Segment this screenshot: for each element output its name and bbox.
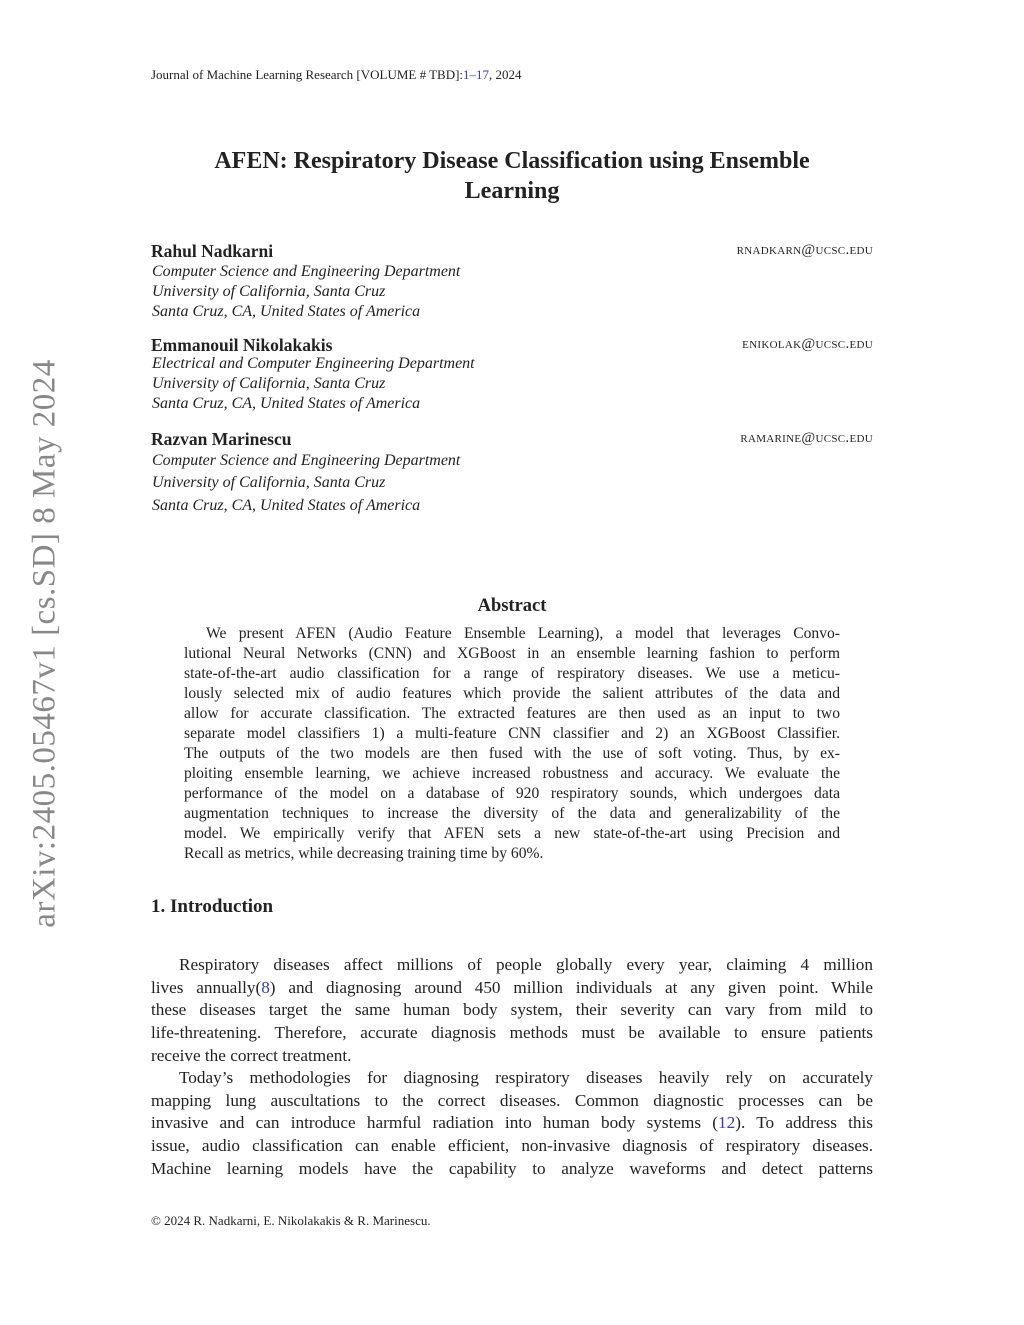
text-segment: lives annually(: [151, 977, 262, 997]
paragraph-line: [179, 955, 873, 975]
paragraph-line: [151, 1159, 873, 1179]
citation-link[interactable]: 8: [261, 977, 270, 997]
author-email[interactable]: rnadkarn@ucsc.edu: [736, 242, 873, 258]
paragraph-line: [151, 1000, 873, 1020]
abstract-line: lutional Neural Networks (CNN) and XGBoost in an ensemble learning fashion to perform: [184, 645, 840, 662]
text-segment: life-threatening. Therefore, accurate diagnosis methods must be available to ensure patients: [151, 1023, 873, 1043]
citation-link[interactable]: 12: [718, 1113, 736, 1133]
paragraph-line: [179, 1068, 873, 1088]
paragraph-line: [151, 1091, 873, 1111]
running-head-journal: Journal of Machine Learning Research [VOLUME # TBD]:: [151, 67, 464, 82]
author-name: Rahul Nadkarni: [151, 241, 274, 261]
text-segment: these diseases target the same human body system, their severity can vary from mild to: [151, 1000, 873, 1020]
paper-title-line-1: AFEN: Respiratory Disease Classification using Ensemble: [214, 148, 810, 174]
author-name: Razvan Marinescu: [151, 429, 292, 449]
paragraph-line: [151, 1046, 873, 1066]
abstract-line: augmentation techniques to increase the diversity of the data and generalizability of the: [184, 805, 840, 822]
paragraph-line: [151, 978, 873, 998]
abstract-line: state-of-the-art audio classification for a range of respiratory diseases. We use a meticu-: [184, 665, 840, 682]
abstract-line: allow for accurate classification. The extracted features are then used as an input to two: [184, 705, 840, 722]
abstract-line: ploiting ensemble learning, we achieve increased robustness and accuracy. We evaluate the: [184, 765, 840, 782]
text-segment: issue, audio classification can enable efficient, non-invasive diagnosis of respiratory diseases.: [151, 1136, 873, 1156]
author-email[interactable]: enikolak@ucsc.edu: [742, 336, 873, 352]
text-segment: Machine learning models have the capability to analyze waveforms and detect patterns: [151, 1158, 873, 1178]
page-range-link[interactable]: 1–17: [463, 67, 490, 82]
paragraph-line: [151, 1023, 873, 1043]
author-affiliation-line: Santa Cruz, CA, United States of America: [152, 497, 421, 514]
author-email[interactable]: ramarine@ucsc.edu: [740, 430, 873, 446]
text-segment: ). To address this: [735, 1113, 873, 1133]
author-name: Emmanouil Nikolakakis: [151, 335, 333, 355]
running-head: [151, 67, 522, 83]
abstract-line: performance of the model on a database of 920 respiratory sounds, which undergoes data: [184, 785, 840, 802]
running-head-year: , 2024: [489, 67, 522, 82]
text-segment: Respiratory diseases affect millions of people globally every year, claiming 4 million: [179, 955, 873, 974]
abstract-line: lously selected mix of audio features which provide the salient attributes of the data and: [184, 685, 840, 702]
section-heading-introduction: 1. Introduction: [151, 896, 274, 917]
text-segment: mapping lung auscultations to the correct diseases. Common diagnostic processes can be: [151, 1090, 873, 1110]
text-segment: invasive and can introduce harmful radiation into human body systems (: [151, 1113, 719, 1133]
paper-title-line-2: Learning: [464, 178, 560, 204]
author-affiliation-line: Santa Cruz, CA, United States of America: [152, 303, 421, 320]
abstract-line: The outputs of the two models are then fused with the use of soft voting. Thus, by ex-: [184, 745, 840, 762]
text-segment: ) and diagnosing around 450 million individuals at any given point. While: [269, 977, 873, 997]
text-segment: receive the correct treatment.: [151, 1045, 352, 1065]
paragraph-line: [151, 1136, 873, 1156]
abstract-heading: Abstract: [477, 596, 547, 616]
paragraph-line: [151, 1113, 873, 1133]
abstract-line: separate model classifiers 1) a multi-feature CNN classifier and 2) an XGBoost Classifier.: [184, 725, 840, 742]
abstract-line: Recall as metrics, while decreasing training time by 60%.: [184, 845, 544, 862]
author-affiliation-line: Computer Science and Engineering Department: [152, 263, 461, 280]
author-affiliation-line: Electrical and Computer Engineering Department: [152, 355, 475, 372]
author-affiliation-line: Computer Science and Engineering Department: [152, 452, 461, 469]
author-affiliation-line: University of California, Santa Cruz: [152, 283, 386, 300]
copyright-footer: © 2024 R. Nadkarni, E. Nikolakakis & R. Marinescu.: [151, 1213, 431, 1228]
author-affiliation-line: University of California, Santa Cruz: [152, 375, 386, 392]
author-affiliation-line: University of California, Santa Cruz: [152, 474, 386, 491]
abstract-line: model. We empirically verify that AFEN sets a new state-of-the-art using Precision and: [184, 825, 840, 842]
author-affiliation-line: Santa Cruz, CA, United States of America: [152, 395, 421, 412]
text-segment: Today’s methodologies for diagnosing respiratory diseases heavily rely on accurately: [179, 1068, 873, 1087]
arxiv-identifier: arXiv:2405.05467v1 [cs.SD] 8 May 2024: [26, 359, 63, 928]
abstract-line: We present AFEN (Audio Feature Ensemble Learning), a model that leverages Convo-: [206, 625, 840, 642]
